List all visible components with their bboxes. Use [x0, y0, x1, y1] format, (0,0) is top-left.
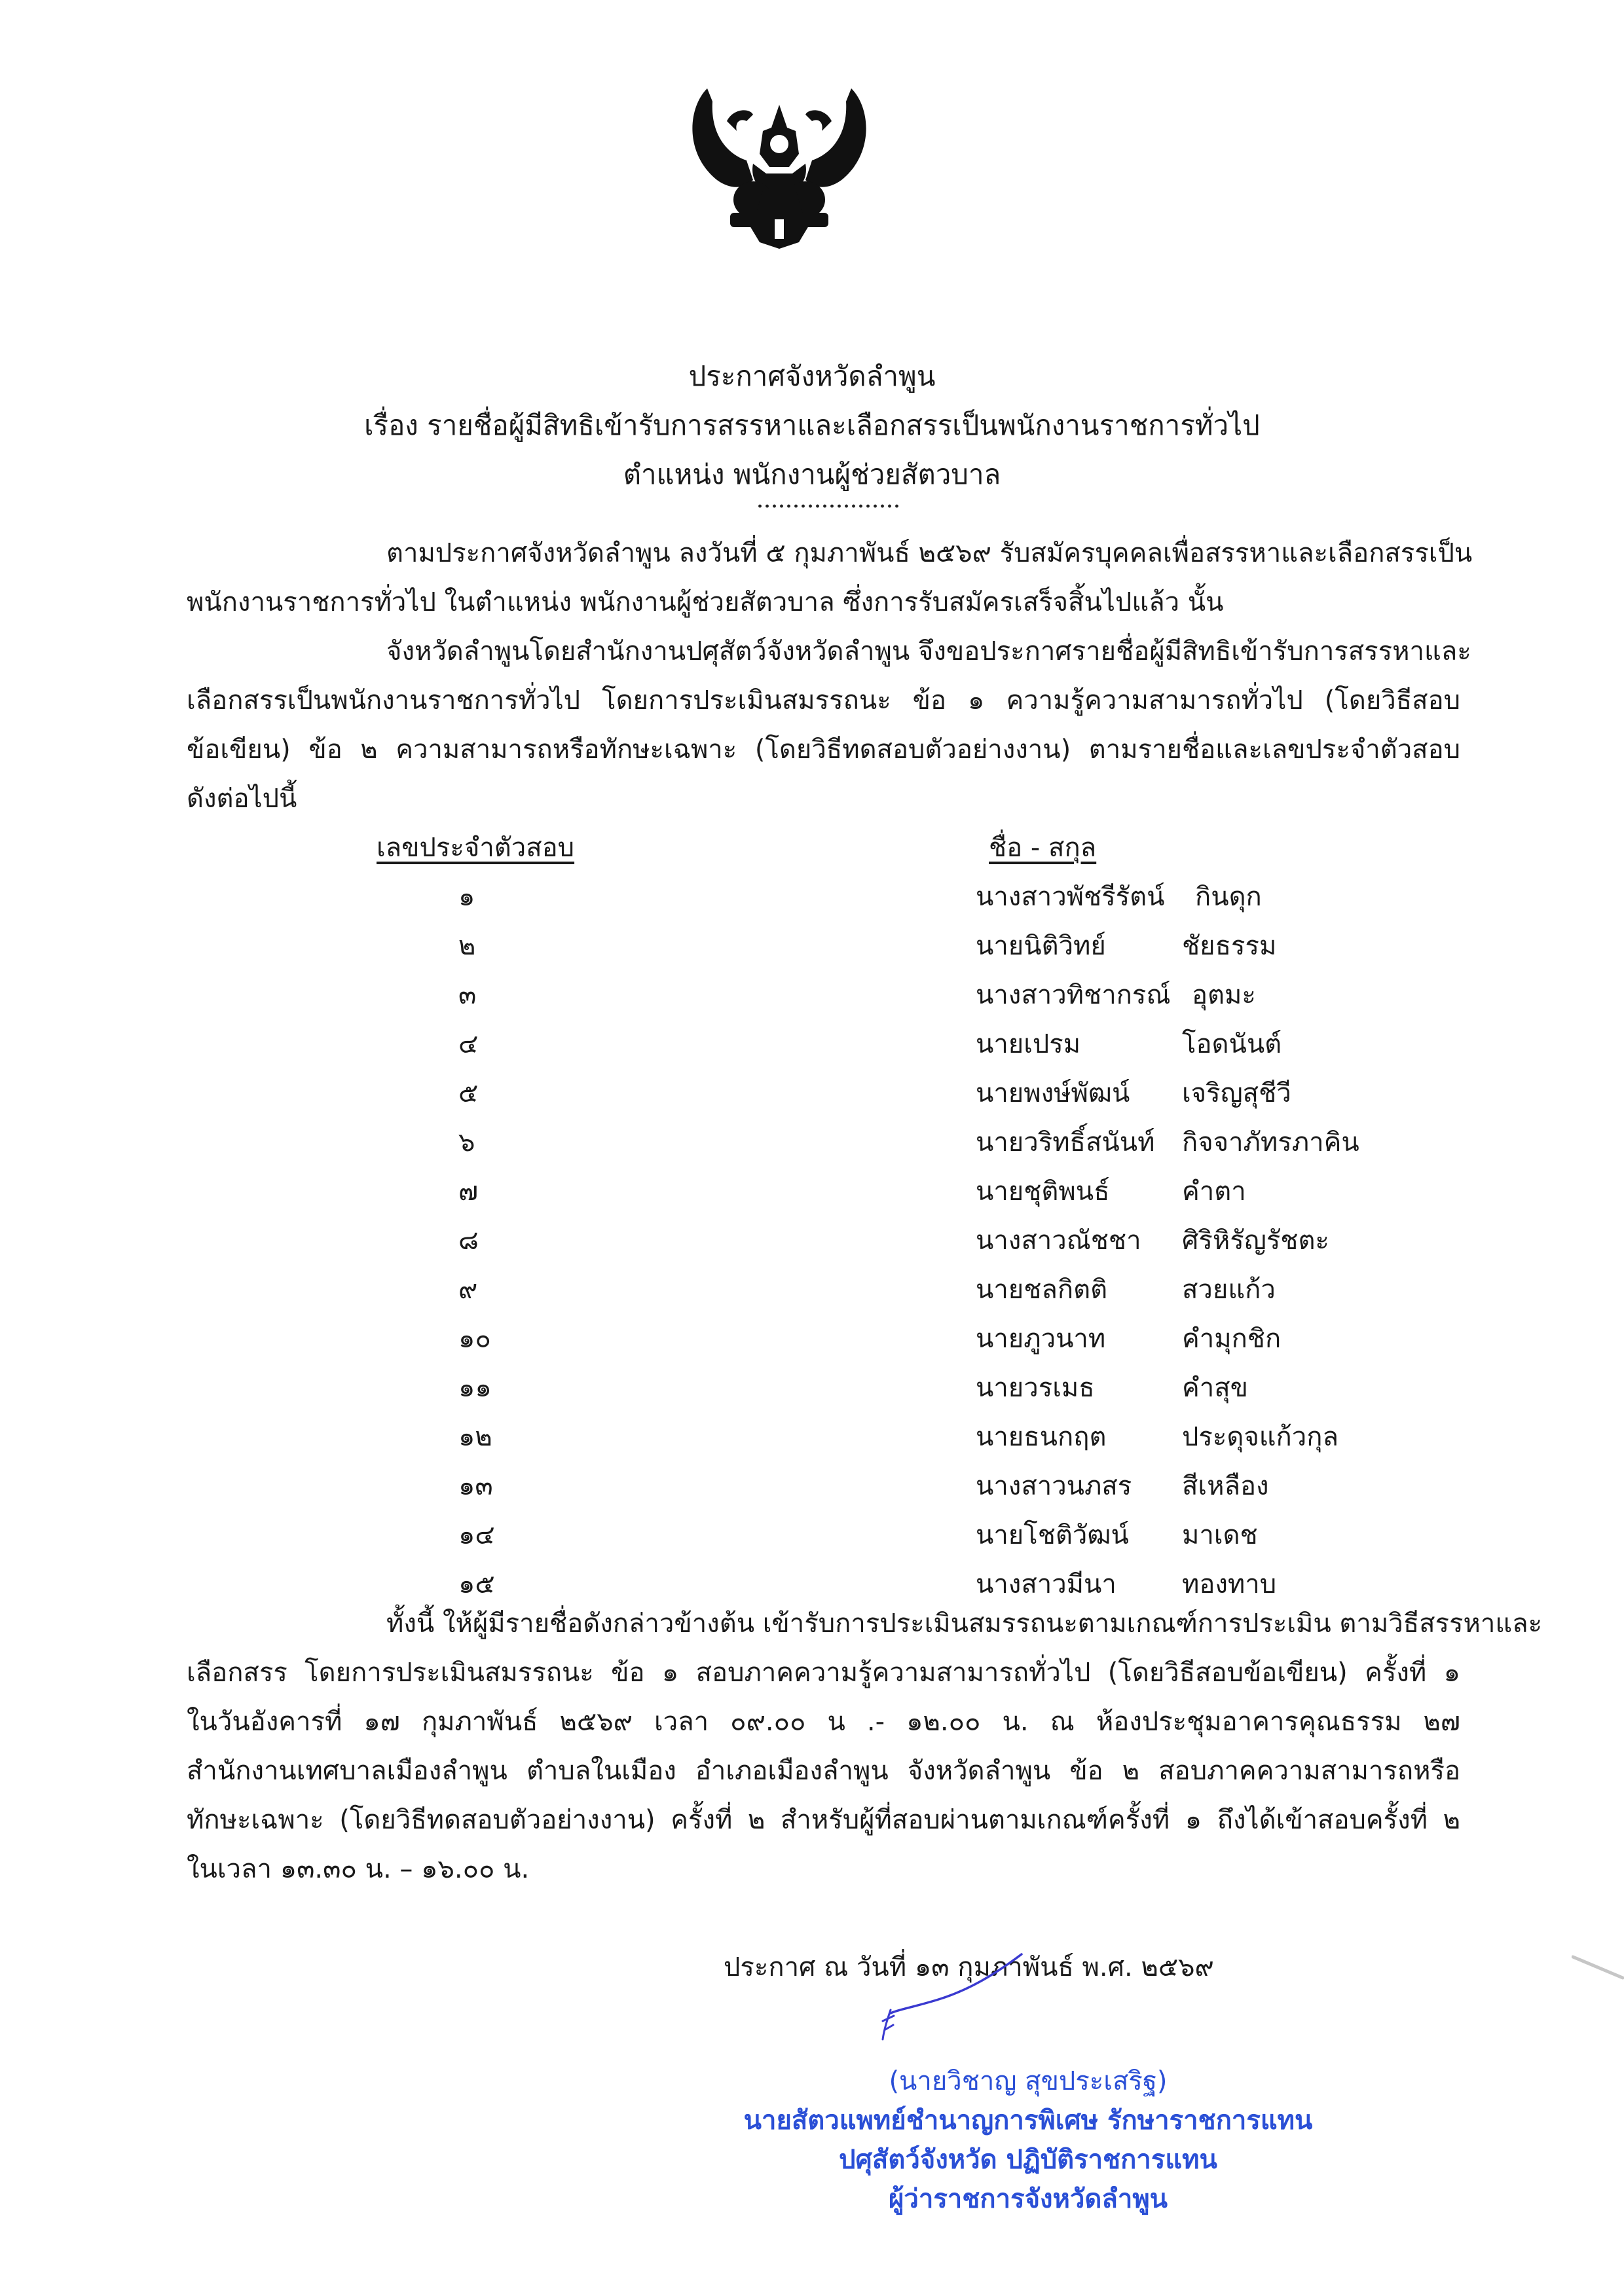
paragraph2-line1: จังหวัดลำพูนโดยสำนักงานปศุสัตว์จังหวัดลำพูน จึงขอประกาศรายชื่อผู้มีสิทธิเข้ารับการสรรหาและ: [386, 636, 1471, 666]
candidate-last-name: คำตา: [1182, 1176, 1246, 1207]
candidate-first-name: นายชุติพนธ์: [976, 1176, 1110, 1207]
column-header-exam-id: เลขประจำตัวสอบ: [377, 833, 575, 863]
candidate-last-name: สวยแก้ว: [1182, 1275, 1276, 1305]
candidate-last-name: ชัยธรรม: [1182, 931, 1277, 961]
paragraph3-line4: สำนักงานเทศบาลเมืองลำพูน ตำบลในเมือง อำเภอเมืองลำพูน จังหวัดลำพูน ข้อ ๒ สอบภาคความสามารถหรือ: [187, 1756, 1460, 1786]
candidate-first-name: นายวริทธิ์สนันท์: [976, 1127, 1155, 1157]
candidate-last-name: สีเหลือง: [1182, 1471, 1269, 1501]
candidate-last-name: ศิริหิรัญรัชตะ: [1182, 1226, 1329, 1256]
exam-id: ๖: [458, 1127, 475, 1157]
candidate-first-name: นายวรเมธ: [976, 1373, 1095, 1403]
candidate-last-name: กินดุก: [1195, 882, 1262, 912]
candidate-last-name: อุตมะ: [1192, 980, 1256, 1010]
paragraph1-line2: พนักงานราชการทั่วไป ในตำแหน่ง พนักงานผู้ช่วยสัตวบาล ซึ่งการรับสมัครเสร็จสิ้นไปแล้ว นั้น: [187, 587, 1224, 617]
paragraph1-line1: ตามประกาศจังหวัดลำพูน ลงวันที่ ๕ กุมภาพันธ์ ๒๕๖๙ รับสมัครบุคคลเพื่อสรรหาและเลือกสรรเป็น: [386, 538, 1473, 568]
signatory-title-2: ปศุสัตว์จังหวัด ปฏิบัติราชการแทน: [839, 2145, 1217, 2175]
paragraph2-line2: เลือกสรรเป็นพนักงานราชการทั่วไป โดยการประเมินสมรรถนะ ข้อ ๑ ความรู้ความสามารถทั่วไป (โดยวิธีสอบ: [187, 685, 1460, 716]
candidate-last-name: กิจจาภัทรภาคิน: [1182, 1127, 1359, 1157]
document-position: ตำแหน่ง พนักงานผู้ช่วยสัตวบาล: [623, 458, 1001, 490]
candidate-first-name: นางสาวทิชากรณ์: [976, 980, 1171, 1010]
exam-id: ๑๕: [458, 1569, 495, 1599]
candidate-last-name: ประดุจแก้วกุล: [1182, 1422, 1338, 1452]
exam-id: ๑๒: [458, 1422, 492, 1452]
announcement-date: ประกาศ ณ วันที่ ๑๓ กุมภาพันธ์ พ.ศ. ๒๕๖๙: [724, 1952, 1214, 1982]
exam-id: ๑๐: [458, 1324, 491, 1354]
candidate-last-name: คำสุข: [1182, 1373, 1248, 1403]
candidate-last-name: โอดนันต์: [1182, 1029, 1282, 1059]
candidate-first-name: นายภูวนาท: [976, 1324, 1106, 1354]
exam-id: ๑๓: [458, 1471, 493, 1501]
candidate-last-name: มาเดช: [1182, 1520, 1258, 1550]
candidate-first-name: นายโชติวัฒน์: [976, 1520, 1129, 1550]
paragraph3-line5: ทักษะเฉพาะ (โดยวิธีทดสอบตัวอย่างงาน) ครั้งที่ ๒ สำหรับผู้ที่สอบผ่านตามเกณฑ์ครั้งที่ ๑ ถึงได้เข้าสอบครั้งที่ ๒: [187, 1805, 1460, 1835]
exam-id: ๘: [458, 1226, 479, 1256]
exam-id: ๔: [458, 1029, 479, 1059]
candidate-first-name: นางสาวนภสร: [976, 1471, 1132, 1501]
paragraph3-line6: ในเวลา ๑๓.๓๐ น. – ๑๖.๐๐ น.: [187, 1854, 530, 1884]
candidate-first-name: นางสาวพัชรีรัตน์: [976, 882, 1165, 912]
exam-id: ๓: [458, 980, 477, 1010]
garuda-emblem-icon: [681, 82, 877, 249]
candidate-last-name: คำมุกชิก: [1182, 1324, 1282, 1354]
signatory-name: (นายวิชาญ สุขประเสริฐ): [889, 2066, 1168, 2096]
candidate-last-name: เจริญสุชีวี: [1182, 1078, 1291, 1108]
candidate-last-name: ทองทาบ: [1182, 1569, 1277, 1599]
paragraph3-line2: เลือกสรร โดยการประเมินสมรรถนะ ข้อ ๑ สอบภาคความรู้ความสามารถทั่วไป (โดยวิธีสอบข้อเขียน) ครั้งที่ ๑: [187, 1658, 1460, 1688]
document-subject: เรื่อง รายชื่อผู้มีสิทธิเข้ารับการสรรหาและเลือกสรรเป็นพนักงานราชการทั่วไป: [364, 409, 1260, 441]
paragraph2-line4: ดังต่อไปนี้: [187, 784, 297, 814]
exam-id: ๑๔: [458, 1520, 495, 1550]
paragraph3-line3: ในวันอังคารที่ ๑๗ กุมภาพันธ์ ๒๕๖๙ เวลา ๐๙.๐๐ น .- ๑๒.๐๐ น. ณ ห้องประชุมอาคารคุณธรรม ๒๗: [187, 1707, 1460, 1737]
candidate-first-name: นายเปรม: [976, 1029, 1081, 1059]
signature-icon: [805, 1948, 1041, 2046]
signatory-title-1: นายสัตวแพทย์ชำนาญการพิเศษ รักษาราชการแทน: [743, 2105, 1313, 2136]
paragraph2-line3: ข้อเขียน) ข้อ ๒ ความสามารถหรือทักษะเฉพาะ (โดยวิธีทดสอบตัวอย่างงาน) ตามรายชื่อและเลขประจำตัวสอบ: [187, 735, 1460, 765]
exam-id: ๗: [458, 1176, 479, 1207]
signatory-title-3: ผู้ว่าราชการจังหวัดลำพูน: [888, 2184, 1168, 2214]
header-separator: [756, 504, 900, 508]
exam-id: ๑๑: [458, 1373, 492, 1403]
scan-mark-icon: [1572, 1954, 1624, 1980]
candidate-first-name: นายธนกฤต: [976, 1422, 1107, 1452]
exam-id: ๑: [458, 882, 475, 912]
candidate-first-name: นายนิติวิทย์: [976, 931, 1106, 961]
candidate-first-name: นายชลกิตติ: [976, 1275, 1108, 1305]
paragraph3-line1: ทั้งนี้ ให้ผู้มีรายชื่อดังกล่าวข้างต้น เข้ารับการประเมินสมรรถนะตามเกณฑ์การประเมิน ตามวิธีสรรหาและ: [386, 1609, 1543, 1639]
column-header-name: ชื่อ - สกุล: [989, 833, 1097, 863]
exam-id: ๕: [458, 1078, 479, 1108]
exam-id: ๒: [458, 931, 476, 961]
exam-id: ๙: [458, 1275, 478, 1305]
candidate-first-name: นางสาวณัชชา: [976, 1226, 1141, 1256]
document-title: ประกาศจังหวัดลำพูน: [688, 360, 936, 392]
candidate-first-name: นางสาวมีนา: [976, 1569, 1116, 1599]
candidate-first-name: นายพงษ์พัฒน์: [976, 1078, 1130, 1108]
